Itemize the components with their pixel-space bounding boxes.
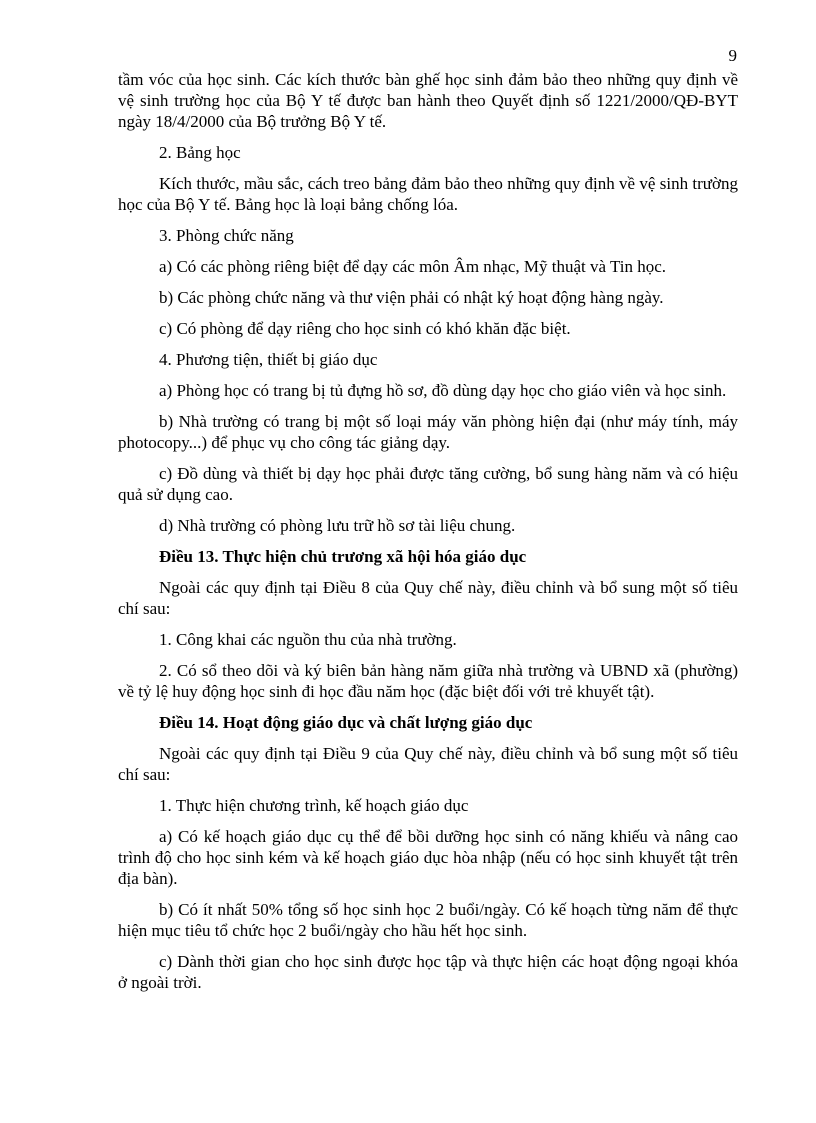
page-number: 9	[728, 46, 737, 65]
list-item: b) Các phòng chức năng và thư viện phải có nhật ký hoạt động hàng ngày.	[159, 288, 664, 307]
document-body	[118, 69, 738, 993]
list-item: c) Có phòng để dạy riêng cho học sinh có khó khăn đặc biệt.	[159, 319, 571, 338]
list-item: 2. Có sổ theo dõi và ký biên bản hàng năm giữa nhà trường và UBND xã (phường) về tỷ lệ huy động học sinh đi học đầu năm học (đặc biệt đối với trẻ khuyết tật).	[118, 661, 738, 701]
section-heading-function-rooms: 3. Phòng chức năng	[159, 226, 294, 245]
paragraph-continuation: tầm vóc của học sinh. Các kích thước bàn ghế học sinh đảm bảo theo những quy định về vệ sinh trường học của Bộ Y tế được ban hành theo Quyết định số 1221/2000/QĐ-BYT ngày 18/4/2000 của Bộ trưởng Bộ Y tế.	[118, 70, 738, 131]
article-13-heading: Điều 13. Thực hiện chủ trương xã hội hóa giáo dục	[159, 547, 527, 566]
list-item: b) Nhà trường có trang bị một số loại máy văn phòng hiện đại (như máy tính, máy photocopy...) để phục vụ cho công tác giảng dạy.	[118, 412, 738, 452]
list-item: a) Có kế hoạch giáo dục cụ thể để bồi dưỡng học sinh có năng khiếu và nâng cao trình độ cho học sinh kém và kế hoạch giáo dục hòa nhập (nếu có học sinh khuyết tật trên địa bàn).	[118, 827, 738, 888]
list-item: b) Có ít nhất 50% tổng số học sinh học 2 buổi/ngày. Có kế hoạch từng năm để thực hiện mục tiêu tổ chức học 2 buổi/ngày cho hầu hết học sinh.	[118, 900, 738, 940]
list-item: c) Đồ dùng và thiết bị dạy học phải được tăng cường, bổ sung hàng năm và có hiệu quả sử dụng cao.	[118, 464, 738, 504]
section-heading-blackboard: 2. Bảng học	[159, 143, 241, 162]
list-item: a) Có các phòng riêng biệt để dạy các môn Âm nhạc, Mỹ thuật và Tin học.	[159, 257, 667, 276]
section-heading-program: 1. Thực hiện chương trình, kế hoạch giáo dục	[159, 796, 469, 815]
paragraph-article-14-intro: Ngoài các quy định tại Điều 9 của Quy chế này, điều chỉnh và bổ sung một số tiêu chí sau:	[118, 744, 738, 784]
list-item: c) Dành thời gian cho học sinh được học tập và thực hiện các hoạt động ngoại khóa ở ngoài trời.	[118, 952, 738, 992]
list-item: d) Nhà trường có phòng lưu trữ hồ sơ tài liệu chung.	[159, 516, 516, 535]
list-item: 1. Công khai các nguồn thu của nhà trường.	[159, 630, 457, 649]
list-item: a) Phòng học có trang bị tủ đựng hồ sơ, đồ dùng dạy học cho giáo viên và học sinh.	[159, 381, 727, 400]
section-heading-equipment: 4. Phương tiện, thiết bị giáo dục	[159, 350, 378, 369]
article-14-heading: Điều 14. Hoạt động giáo dục và chất lượng giáo dục	[159, 713, 533, 732]
paragraph-article-13-intro: Ngoài các quy định tại Điều 8 của Quy chế này, điều chỉnh và bổ sung một số tiêu chí sau:	[118, 578, 738, 618]
paragraph-blackboard: Kích thước, mầu sắc, cách treo bảng đảm bảo theo những quy định về vệ sinh trường học của Bộ Y tế. Bảng học là loại bảng chống lóa.	[118, 174, 738, 214]
